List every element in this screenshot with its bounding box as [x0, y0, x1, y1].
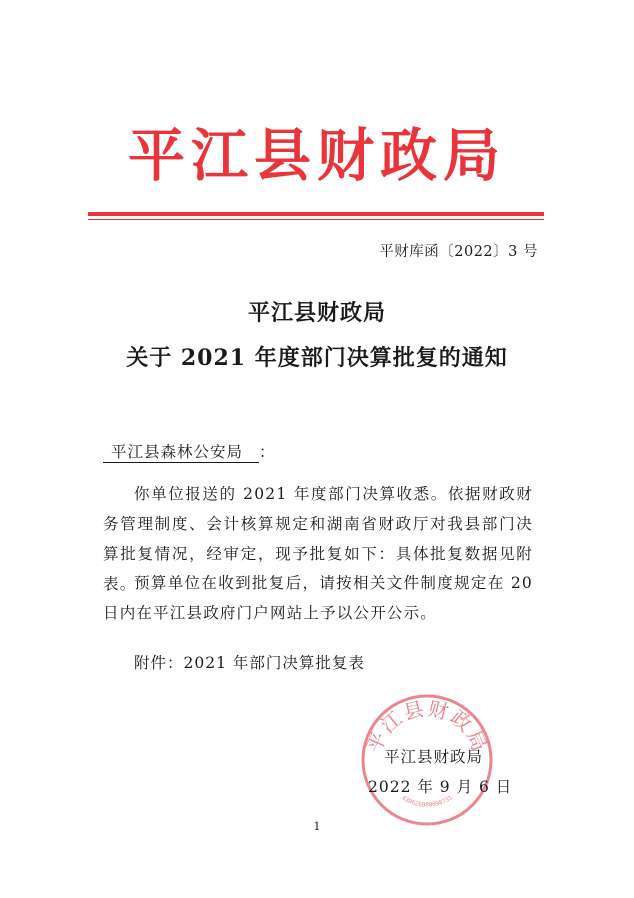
document-number: 平财库函〔2022〕3 号	[379, 244, 538, 260]
letterhead-rule-thin	[88, 219, 544, 220]
addressee-name: 平江县森林公安局	[103, 443, 259, 463]
seal-code: 430626000098731	[400, 794, 454, 809]
document-title-line1: 平江县财政局	[247, 300, 386, 326]
body-paragraph-2: 预算单位在收到批复后，请按相关文件制度规定在 20 日内在平江县政府门户网站上予以公开公示。	[103, 574, 533, 622]
signature-organization: 平江县财政局	[384, 748, 484, 766]
letterhead-title: 平江县财政局	[128, 123, 506, 189]
addressee-colon: ：	[259, 443, 276, 461]
page-number: 1	[313, 820, 321, 833]
attachment-note: 附件：2021 年部门决算批复表	[134, 654, 365, 672]
signature-date: 2022 年 9 月 6 日	[368, 778, 513, 796]
letterhead-rule-thick	[88, 212, 544, 216]
body-paragraph-1: 你单位报送的 2021 年度部门决算收悉。依据财政财务管理制度、会计核算规定和湖南省财政厅对我县部门决算批复情况，经审定，现予批复如下：具体批复数据见附表。	[103, 485, 533, 593]
seal-text: 平江县财政局	[361, 696, 493, 757]
document-title-line2: 关于 2021 年度部门决算批复的通知	[126, 345, 508, 371]
addressee	[103, 440, 276, 462]
